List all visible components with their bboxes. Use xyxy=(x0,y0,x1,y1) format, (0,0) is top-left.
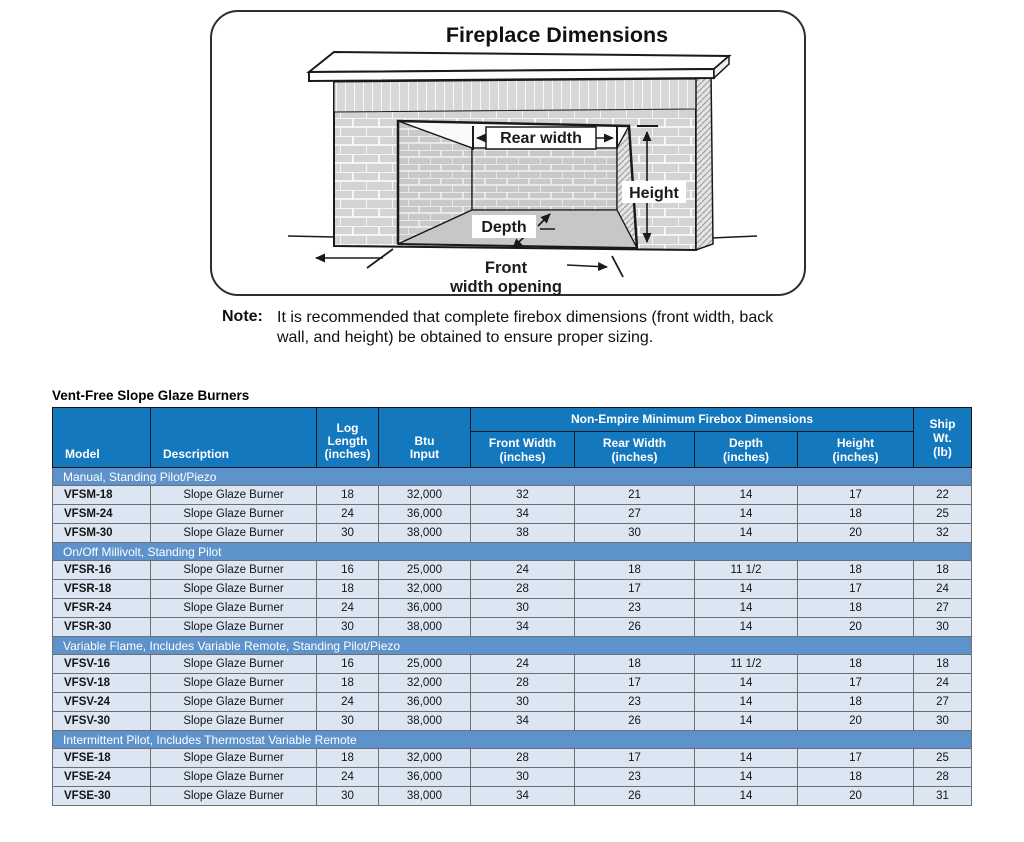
model-cell: VFSV-24 xyxy=(53,693,151,712)
front_width-cell: 30 xyxy=(471,768,575,787)
log_length-cell: 30 xyxy=(317,524,379,543)
section-row xyxy=(53,637,972,655)
height-cell: 18 xyxy=(798,768,914,787)
depth-cell: 14 xyxy=(695,693,798,712)
log_length-cell: 18 xyxy=(317,749,379,768)
log_length-cell: 24 xyxy=(317,505,379,524)
log_length-cell: 24 xyxy=(317,599,379,618)
log_length-cell: 30 xyxy=(317,787,379,806)
btu_input-cell: 38,000 xyxy=(379,618,471,637)
model-cell: VFSE-24 xyxy=(53,768,151,787)
ship_wt-cell: 30 xyxy=(914,712,972,731)
height-cell: 17 xyxy=(798,580,914,599)
description-cell: Slope Glaze Burner xyxy=(151,768,317,787)
note-text: It is recommended that complete firebox dimensions (front width, back wall, and height) be obtained to ensure proper sizing. xyxy=(277,309,774,346)
table-row xyxy=(53,693,972,712)
col-header-height: Height (inches) xyxy=(798,432,914,468)
ship_wt-cell: 18 xyxy=(914,561,972,580)
ship_wt-cell: 22 xyxy=(914,486,972,505)
log_length-cell: 24 xyxy=(317,693,379,712)
table-row xyxy=(53,561,972,580)
rear_width-cell: 23 xyxy=(575,599,695,618)
btu_input-cell: 32,000 xyxy=(379,486,471,505)
col-header-rear_width: Rear Width (inches) xyxy=(575,432,695,468)
table-row xyxy=(53,787,972,806)
btu_input-cell: 36,000 xyxy=(379,505,471,524)
description-cell: Slope Glaze Burner xyxy=(151,618,317,637)
rear-width-label: Rear width xyxy=(500,130,582,147)
description-cell: Slope Glaze Burner xyxy=(151,561,317,580)
model-cell: VFSE-30 xyxy=(53,787,151,806)
description-cell: Slope Glaze Burner xyxy=(151,486,317,505)
table-row xyxy=(53,618,972,637)
table-row xyxy=(53,674,972,693)
front_width-cell: 34 xyxy=(471,787,575,806)
depth-cell: 11 1/2 xyxy=(695,561,798,580)
diagram-title: Fireplace Dimensions xyxy=(445,23,669,47)
model-cell: VFSM-24 xyxy=(53,505,151,524)
model-cell: VFSV-30 xyxy=(53,712,151,731)
height-label: Height xyxy=(629,185,679,202)
model-cell: VFSR-18 xyxy=(53,580,151,599)
rear_width-cell: 26 xyxy=(575,712,695,731)
height-cell: 18 xyxy=(798,561,914,580)
depth-cell: 14 xyxy=(695,524,798,543)
log_length-cell: 30 xyxy=(317,712,379,731)
spec-table xyxy=(52,407,972,806)
rear_width-cell: 18 xyxy=(575,655,695,674)
log_length-cell: 24 xyxy=(317,768,379,787)
log_length-cell: 18 xyxy=(317,486,379,505)
front-width-label-line2: width opening xyxy=(450,278,562,296)
depth-cell: 14 xyxy=(695,787,798,806)
table-row xyxy=(53,712,972,731)
description-cell: Slope Glaze Burner xyxy=(151,749,317,768)
description-cell: Slope Glaze Burner xyxy=(151,712,317,731)
section-row xyxy=(53,543,972,561)
height-cell: 20 xyxy=(798,787,914,806)
depth-cell: 14 xyxy=(695,768,798,787)
front_width-cell: 34 xyxy=(471,505,575,524)
front_width-cell: 34 xyxy=(471,618,575,637)
table-row xyxy=(53,749,972,768)
col-header-description: Description xyxy=(151,408,317,468)
col-header-model: Model xyxy=(53,408,151,468)
front_width-cell: 30 xyxy=(471,693,575,712)
btu_input-cell: 32,000 xyxy=(379,580,471,599)
btu_input-cell: 36,000 xyxy=(379,768,471,787)
height-cell: 17 xyxy=(798,674,914,693)
ship_wt-cell: 18 xyxy=(914,655,972,674)
height-cell: 17 xyxy=(798,749,914,768)
height-cell: 18 xyxy=(798,693,914,712)
ship_wt-cell: 30 xyxy=(914,618,972,637)
section-label: Intermittent Pilot, Includes Thermostat Variable Remote xyxy=(53,731,972,749)
rear_width-cell: 26 xyxy=(575,787,695,806)
diagram-note xyxy=(222,308,822,348)
front_width-cell: 30 xyxy=(471,599,575,618)
group-header: Non-Empire Minimum Firebox Dimensions xyxy=(471,408,914,432)
btu_input-cell: 36,000 xyxy=(379,693,471,712)
rear_width-cell: 27 xyxy=(575,505,695,524)
section-row xyxy=(53,731,972,749)
rear_width-cell: 18 xyxy=(575,561,695,580)
rear_width-cell: 17 xyxy=(575,749,695,768)
front_width-cell: 24 xyxy=(471,655,575,674)
model-cell: VFSR-16 xyxy=(53,561,151,580)
log_length-cell: 18 xyxy=(317,580,379,599)
model-cell: VFSM-30 xyxy=(53,524,151,543)
section-label: On/Off Millivolt, Standing Pilot xyxy=(53,543,972,561)
section-label: Manual, Standing Pilot/Piezo xyxy=(53,468,972,486)
front_width-cell: 24 xyxy=(471,561,575,580)
depth-cell: 14 xyxy=(695,618,798,637)
height-cell: 20 xyxy=(798,618,914,637)
ship_wt-cell: 31 xyxy=(914,787,972,806)
height-cell: 20 xyxy=(798,712,914,731)
body-end-cap xyxy=(696,71,713,250)
table-row xyxy=(53,768,972,787)
description-cell: Slope Glaze Burner xyxy=(151,505,317,524)
ship_wt-cell: 25 xyxy=(914,749,972,768)
ship_wt-cell: 27 xyxy=(914,693,972,712)
rear_width-cell: 21 xyxy=(575,486,695,505)
table-title: Vent-Free Slope Glaze Burners xyxy=(52,388,250,403)
description-cell: Slope Glaze Burner xyxy=(151,524,317,543)
height-cell: 18 xyxy=(798,599,914,618)
back-wall xyxy=(472,148,617,210)
front-width-label-line1: Front xyxy=(484,259,528,277)
mantel-shelf xyxy=(309,52,729,81)
description-cell: Slope Glaze Burner xyxy=(151,580,317,599)
log_length-cell: 30 xyxy=(317,618,379,637)
height-cell: 18 xyxy=(798,655,914,674)
model-cell: VFSM-18 xyxy=(53,486,151,505)
height-cell: 20 xyxy=(798,524,914,543)
rear_width-cell: 30 xyxy=(575,524,695,543)
btu_input-cell: 38,000 xyxy=(379,712,471,731)
table-row xyxy=(53,655,972,674)
depth-cell: 14 xyxy=(695,712,798,731)
model-cell: VFSV-16 xyxy=(53,655,151,674)
table-row xyxy=(53,486,972,505)
rear-width-dimension xyxy=(473,125,617,150)
rear_width-cell: 23 xyxy=(575,768,695,787)
depth-cell: 11 1/2 xyxy=(695,655,798,674)
soldier-brick-band xyxy=(334,79,696,112)
col-header-ship_wt: Ship Wt. (lb) xyxy=(914,408,972,468)
rear_width-cell: 23 xyxy=(575,693,695,712)
btu_input-cell: 38,000 xyxy=(379,787,471,806)
log_length-cell: 16 xyxy=(317,561,379,580)
front_width-cell: 34 xyxy=(471,712,575,731)
note-label: Note: xyxy=(222,308,263,325)
front_width-cell: 28 xyxy=(471,674,575,693)
ship_wt-cell: 28 xyxy=(914,768,972,787)
rear_width-cell: 17 xyxy=(575,674,695,693)
description-cell: Slope Glaze Burner xyxy=(151,655,317,674)
depth-cell: 14 xyxy=(695,674,798,693)
front_width-cell: 28 xyxy=(471,580,575,599)
btu_input-cell: 32,000 xyxy=(379,674,471,693)
height-cell: 18 xyxy=(798,505,914,524)
table-row xyxy=(53,505,972,524)
log_length-cell: 18 xyxy=(317,674,379,693)
model-cell: VFSV-18 xyxy=(53,674,151,693)
ship_wt-cell: 25 xyxy=(914,505,972,524)
model-cell: VFSR-30 xyxy=(53,618,151,637)
rear_width-cell: 17 xyxy=(575,580,695,599)
col-header-depth: Depth (inches) xyxy=(695,432,798,468)
col-header-btu_input: Btu Input xyxy=(379,408,471,468)
col-header-front_width: Front Width (inches) xyxy=(471,432,575,468)
rear_width-cell: 26 xyxy=(575,618,695,637)
fireplace-drawing xyxy=(210,10,806,296)
ship_wt-cell: 32 xyxy=(914,524,972,543)
btu_input-cell: 32,000 xyxy=(379,749,471,768)
ship_wt-cell: 27 xyxy=(914,599,972,618)
table-row xyxy=(53,599,972,618)
btu_input-cell: 25,000 xyxy=(379,561,471,580)
btu_input-cell: 36,000 xyxy=(379,599,471,618)
description-cell: Slope Glaze Burner xyxy=(151,599,317,618)
depth-cell: 14 xyxy=(695,599,798,618)
front_width-cell: 32 xyxy=(471,486,575,505)
btu_input-cell: 38,000 xyxy=(379,524,471,543)
depth-cell: 14 xyxy=(695,580,798,599)
col-header-log_length: Log Length (inches) xyxy=(317,408,379,468)
btu_input-cell: 25,000 xyxy=(379,655,471,674)
log_length-cell: 16 xyxy=(317,655,379,674)
section-label: Variable Flame, Includes Variable Remote, Standing Pilot/Piezo xyxy=(53,637,972,655)
description-cell: Slope Glaze Burner xyxy=(151,674,317,693)
depth-label: Depth xyxy=(481,219,527,236)
description-cell: Slope Glaze Burner xyxy=(151,693,317,712)
model-cell: VFSE-18 xyxy=(53,749,151,768)
ship_wt-cell: 24 xyxy=(914,580,972,599)
ship_wt-cell: 24 xyxy=(914,674,972,693)
model-cell: VFSR-24 xyxy=(53,599,151,618)
front-width-dimension xyxy=(316,249,623,296)
depth-cell: 14 xyxy=(695,505,798,524)
section-row xyxy=(53,468,972,486)
table-row xyxy=(53,524,972,543)
table-row xyxy=(53,580,972,599)
height-cell: 17 xyxy=(798,486,914,505)
description-cell: Slope Glaze Burner xyxy=(151,787,317,806)
front_width-cell: 38 xyxy=(471,524,575,543)
fireplace-diagram-box xyxy=(210,10,806,296)
depth-cell: 14 xyxy=(695,749,798,768)
front_width-cell: 28 xyxy=(471,749,575,768)
depth-cell: 14 xyxy=(695,486,798,505)
